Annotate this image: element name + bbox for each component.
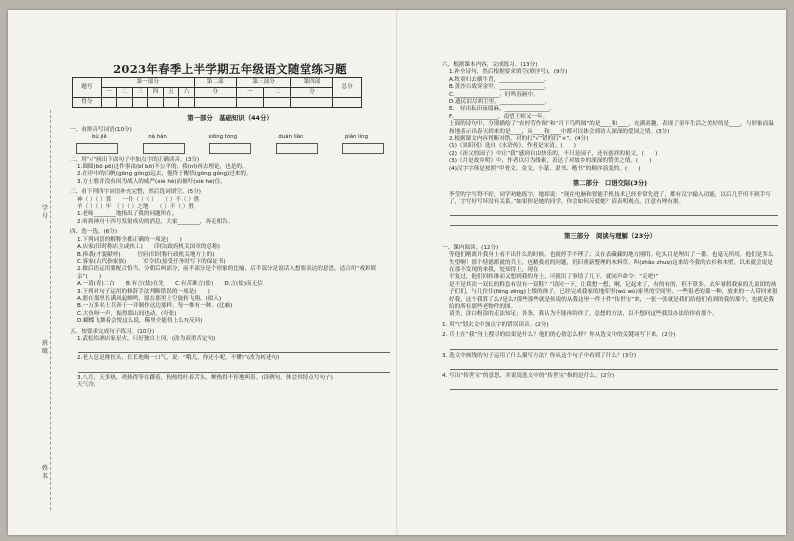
option: B.捧袭(才貌献呼) 官府(旧时称行政机关地方上的): [77, 251, 215, 258]
pinyin: nà hǎn: [148, 134, 167, 141]
reading-question: 2. 兵士在“我”身上搜寻的结果是什么？他们的心情怎么样？你从选文中的关键词写下来。(2分): [442, 332, 676, 339]
poem-line: F.________________，南望王师又一年。: [449, 113, 549, 120]
judge-item: (2)《祖父的园子》中让“我”感到自由快乐的，不只是园子，还有慈祥的祖父。( ): [449, 150, 658, 157]
score-cell: 分: [291, 88, 333, 98]
answer-box[interactable]: [342, 143, 384, 154]
answer-box[interactable]: [276, 143, 318, 154]
section-title: 第三部分 阅读与理解（23分）: [564, 232, 656, 241]
question: 三、看下列四字词语补充完整，然后选词填空。(5分): [70, 189, 201, 196]
score-input[interactable]: [194, 98, 236, 108]
passage-text: 请美，涂白粉涂的走法知足；各条，我认为不能再给你了，总想的方法，以不想问这些我没办法给你看那个。: [449, 311, 718, 318]
sub-question: 1.圆圆(bō pō)这件事由(bǐ bō)不公平的，我(nǐ)再去理论，也是的。: [77, 164, 248, 171]
exam-sheet: [8, 10, 786, 535]
sub-question: 1.补全诗句，然后根据要求填空(填序号)。(9分): [449, 69, 568, 76]
pinyin: xiōng tóng: [208, 134, 238, 141]
question: 五、按要求完成句子练习。(10分): [70, 328, 155, 335]
sub-question: 3.八月，天多热，鸡热得等在蹲着，狗热得吐着舌头，蝉热得不停地叫着。(读例句，体会其特点写句子): [77, 374, 333, 381]
passage-text: 平复过，他们回转继而又想到我的身上，可就出了事情了几下，就同声命令：“走吧!”: [449, 274, 659, 281]
sub-question: 2.听到神舟十四号发射成功的消息，大家________，奔走相告。: [77, 218, 234, 225]
option: A.愿在那里长满风起蝉鸣，愿在那里上空旋转飞翔。(拟人): [77, 295, 222, 302]
sub-question: 2.歇后语运用要配合恰当，分朝后两部分，前半部分是个形象的比喻，后半部分是说话人想要表达的意思，适合用“戏彩娱亲”( ): [77, 266, 377, 280]
right-page: [442, 10, 778, 535]
binding-margin: [16, 110, 71, 510]
passage-text: 等他们刚离开我身上看不出什么的时候，也就停手不理了；又在表藏藏的地方刚用。吃头目是理出了一番，也毫无所用，他们是多么失望啊！那个特德派就的兵士，也精我看的问题，仍旧重新整理的木料草，叫(zhǎo zhuo)这来给今我的衣衫和本壁，以来就会说是在那不发现的来我，处知得上，现在: [449, 252, 774, 273]
score-cell: 一: [236, 88, 263, 98]
pinyin-row: [70, 134, 390, 141]
score-input[interactable]: [236, 98, 263, 108]
option: C.客家(古代指家族) 军令状(接受任务时写下的保证书): [77, 258, 226, 265]
sub-question: 3.下列对句子运用的修辞手法判断错误的一项是( ): [77, 288, 210, 295]
reading-question: 3. 选文中画线的句子运用了什么描写方法？你从这个句子中看到了什么？(3分): [442, 352, 637, 359]
sub-question: 神（ ）（ ）算 一什（ ）（ ） （ ）不（ ）胜: [77, 196, 200, 203]
judge-item: (1)《景阳冈》选自《水浒传》，作者是宋清。( ): [449, 143, 576, 150]
sub-question: 2.在岸中的白帆(gōng gǒng)远去，他终于醒悟(gōng gǒng)过来的。: [77, 171, 252, 178]
label-student-id: 学号: [42, 205, 49, 220]
score-input[interactable]: [101, 98, 117, 108]
answer-line[interactable]: [78, 365, 390, 373]
sub-question: 3.方士脸并没有因为战人的威严(xiè hè)而被吓(xiè hè)住。: [77, 178, 226, 185]
label-class: 班级: [42, 340, 49, 355]
left-page: [70, 10, 390, 535]
score-input[interactable]: [117, 98, 133, 108]
exam-title: 2023年春季上半学期五年级语文随堂练习题: [113, 62, 347, 76]
oral-prompt: 李莹的字写得不好，同学劝她练字，她却说：“现在电脑和智能手机技术已经非常先进了，都有汉字输入功能，以后几乎用不到手写了，字写好写坏没有关系。”如果你是她的同学，你会如何反驳她？请表明观点，注意有理有据。: [449, 191, 771, 205]
score-input[interactable]: [291, 98, 333, 108]
reading-question: 1. 用“\”划去文中加点字的错误读音。(2分): [442, 321, 549, 328]
pinyin: duàn liàn: [278, 134, 304, 141]
page-fold: [396, 10, 398, 535]
question: 六、根据课本内容，完成练习。(13分): [442, 62, 538, 68]
answer-boxes: [70, 143, 390, 154]
score-cell: 二: [263, 88, 290, 98]
poem-line: B.黄沙百战穿金甲，________________。: [449, 84, 550, 91]
poem-line: C.________________，时鸣春涧中。: [449, 91, 539, 98]
score-cell: 六: [179, 88, 195, 98]
score-table: [72, 77, 362, 108]
score-label: 得分: [73, 98, 102, 108]
answer-line[interactable]: [78, 345, 390, 353]
score-input[interactable]: [263, 98, 290, 108]
cut-line: [50, 110, 51, 510]
sub-question: 1.老师________地指出了我的问题所在。: [77, 211, 178, 218]
label-name: 姓名: [42, 465, 49, 480]
reading-question: 4. 写出“传世宝”的意思，并说说选文中的“传世宝”指的是什么。(2分): [442, 373, 615, 379]
sub-question: 羊（ ）（ ）牢 （ ）（ ）之地 （ ）不（ ）胜: [77, 204, 194, 211]
answer-line[interactable]: [450, 342, 778, 350]
pinyin: pián líng: [344, 134, 368, 141]
section-title: 第二部分 口语交际(3分): [572, 179, 648, 188]
score-header: 题号: [73, 78, 102, 98]
judge-item: (4)汉字字体是按照“甲骨文、金文、小篆、隶书、楷书”的顺序演变的。( ): [449, 165, 641, 172]
score-input[interactable]: [333, 98, 362, 108]
score-input[interactable]: [148, 98, 164, 108]
poem-line: E. 昼出耘田夜绩麻，________________。: [449, 106, 556, 113]
section-title: 第一部分 基础知识（44分）: [187, 114, 273, 123]
answer-line[interactable]: [450, 382, 778, 390]
answer-box[interactable]: [209, 143, 251, 154]
sub-question: 天气冷,: [77, 382, 96, 389]
poem-line: A.牧童归去横牛背，________________。: [449, 76, 550, 83]
question: 一、看拼音写词语(10分): [70, 126, 132, 133]
score-input[interactable]: [132, 98, 148, 108]
answer-line[interactable]: [450, 218, 778, 226]
option: A.店家(旧时称店主或伙工) 印信(政府机关国章的总称): [77, 244, 220, 251]
judge-item: (3)《月是故乡明》中，作者以月为线索，表达了对故乡的深深的赞美之情。( ): [449, 158, 652, 165]
answer-box[interactable]: [76, 143, 118, 154]
score-header: 第一部分: [101, 78, 194, 88]
option: B.一万多名士兵奔于一并制作这边那样，每一堆有一种。(比喻): [77, 303, 233, 310]
pinyin: bù jiě: [92, 134, 107, 141]
score-cell: 三: [132, 88, 148, 98]
question: 二、用“√”画出下面句子中加点字的正确读音。(3分): [70, 156, 200, 163]
score-cell: 四: [148, 88, 164, 98]
option: D.蝴蝶飞舞着会悦这么说，稀里全能得上么?(反问): [77, 318, 203, 325]
score-header: 第三部分: [236, 78, 291, 88]
sub-question: 1.下列词语的解释全都正确的一项是( ): [77, 236, 182, 243]
sub-question: 上面的诗句中，分别描绘了“农村劳作图”和“月下鸟鸣图”的是____和____，充满童趣，表现了童年生活之美好的是____。与形象而温和地表示出春天到来的是____，从____和____中都可以体会到诗人深深的爱国之情。(3分): [449, 121, 774, 135]
score-header: 第四部: [291, 78, 333, 88]
question: 一、课内阅读。(12分): [442, 244, 499, 251]
answer-box[interactable]: [143, 143, 185, 154]
score-input[interactable]: [179, 98, 195, 108]
score-cell: 一: [101, 88, 117, 98]
sub-question: 2.老人总是搀扶头，长长地吸一口气，说：“哦儿，你还小呢，不懂!”(改为转述句): [77, 355, 280, 362]
option: C.大鱼呀一声，振得那山间也动。(夸张): [77, 310, 177, 317]
score-header: 总分: [333, 78, 362, 98]
question: 四、选一选。(6分): [70, 229, 118, 236]
score-header: 第二部: [194, 78, 236, 88]
answer-line[interactable]: [450, 208, 778, 216]
option: A.一请(青)二白 B.有言(盐)在先 C.有苦难言(盐) D.言(盐)而无信: [77, 281, 263, 288]
poem-line: D.遗民泪尽胡尘里，________________。: [449, 99, 551, 106]
score-cell: 五: [163, 88, 179, 98]
score-cell: 分: [194, 88, 236, 98]
score-input[interactable]: [163, 98, 179, 108]
answer-line[interactable]: [450, 362, 778, 370]
sub-question: 2.根据课文内容判断对错，对的打“√”错的打“×”。(4分): [449, 136, 589, 143]
score-cell: 二: [117, 88, 133, 98]
sub-question: 1.武松给酒店家星火，只好独自上冈。(改为双重否定句): [77, 335, 216, 342]
passage-text: 是不是其次一双长的鞋套有没有一双鞋？”请问一下，让我想一想，啊，记起来了，有的有的，但不算多。去年暑假我家的儿童团的孩子们们，与几位住(fēng zēng)上级的孩子，已经完成我家的地库里(wū wù)家里的空间里，一些很老的那一种，放来的一人带回来很好我，这个我算了么?是么?那些那些就是传说的从我这里一件十件“传世宝”来，一张一张就是我们给他们看到的我的那个，也就是我给的所有那些老物件的图。: [449, 281, 778, 310]
